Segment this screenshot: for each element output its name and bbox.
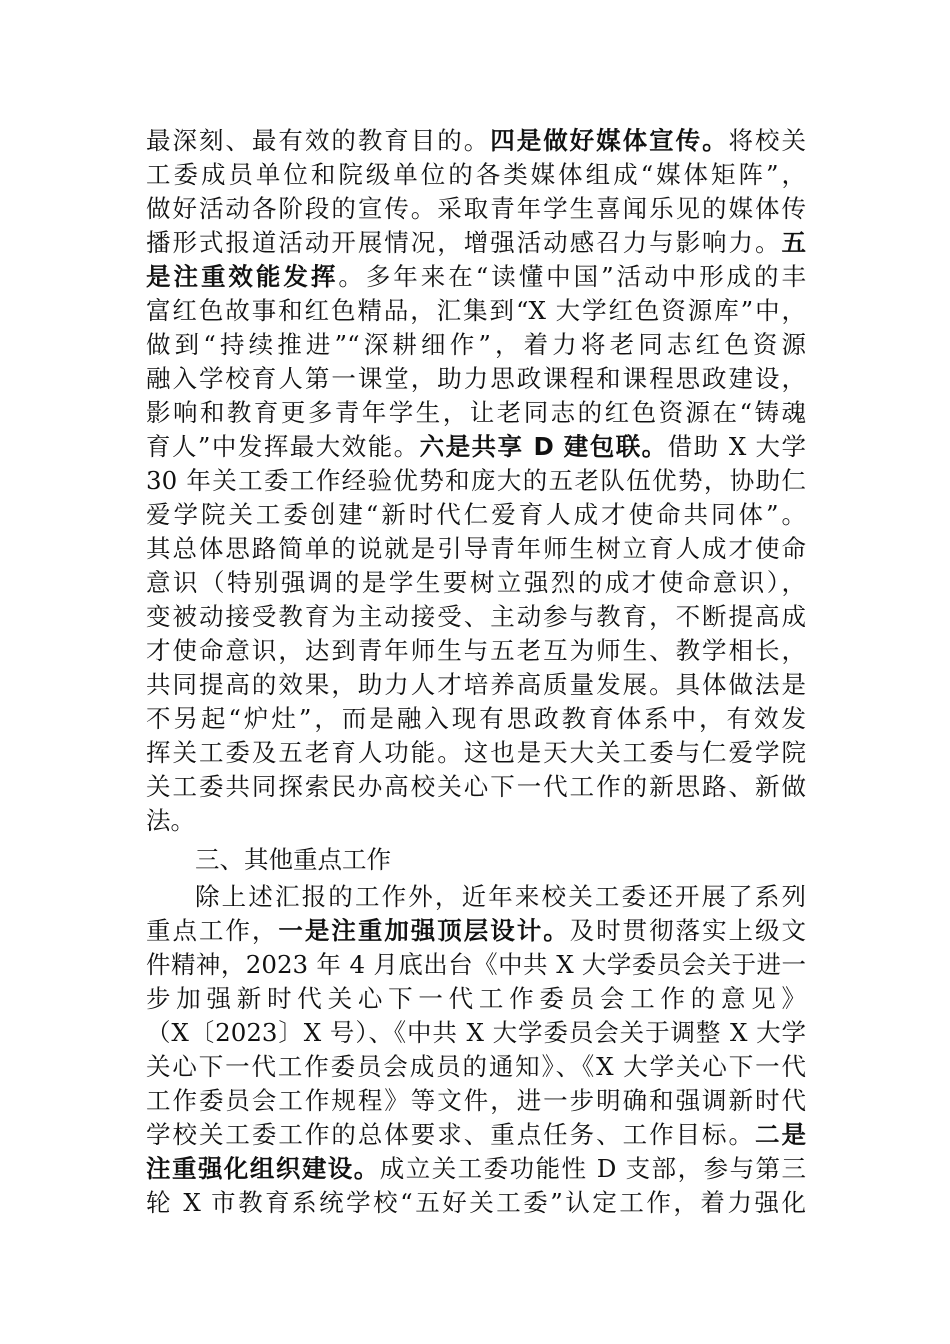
text-line: 意识（特别强调的是学生要树立强烈的成才使命意识）， <box>146 568 806 597</box>
text-line: 其总体思路简单的说就是引导青年师生树立育人成才使命 <box>146 534 806 563</box>
text-line: （X〔2023〕X 号）、《中共 X 大学委员会关于调整 X 大学 <box>146 1018 806 1047</box>
section-heading: 三、其他重点工作 <box>195 845 391 874</box>
bold-run: 一是注重加强顶层设计。 <box>278 916 570 945</box>
text-line: 爱学院关工委创建“新时代仁爱育人成才使命共同体”。 <box>146 500 806 529</box>
text-line: 做到“持续推进”“深耕细作”，着力将老同志红色资源 <box>146 330 806 359</box>
text-line: 30 年关工委工作经验优势和庞大的五老队伍优势，协助仁 <box>146 466 806 495</box>
text-run: 。多年来在“读懂中国”活动中形成的丰 <box>338 262 806 291</box>
text-line: 轮 X 市教育系统学校“五好关工委”认定工作，着力强化 <box>146 1188 806 1217</box>
text-line: 不另起“炉灶”，而是融入现有思政教育体系中，有效发 <box>146 704 806 733</box>
text-line: 工作委员会工作规程》等文件，进一步明确和强调新时代 <box>146 1086 806 1115</box>
bold-run: 注重强化组织建设。 <box>146 1154 380 1183</box>
text-run: 重点工作， <box>146 916 279 945</box>
text-line: 才使命意识，达到青年师生与五老互为师生、教学相长， <box>146 636 806 665</box>
text-run: 成立关工委功能性 D 支部，参与第三 <box>379 1154 807 1183</box>
text-run: 最深刻、最有效的教育目的。 <box>146 126 491 155</box>
bold-run: 四是做好媒体宣传。 <box>490 126 729 155</box>
bold-run: 是注重效能发挥 <box>146 262 339 291</box>
text-line: 关工委共同探索民办高校关心下一代工作的新思路、新做 <box>146 772 806 801</box>
text-line: 步加强新时代关心下一代工作委员会工作的意见》 <box>146 984 806 1013</box>
text-line: 变被动接受教育为主动接受、主动参与教育，不断提高成 <box>146 602 806 631</box>
text-line: 挥关工委及五老育人功能。这也是天大关工委与仁爱学院 <box>146 738 806 767</box>
text-run: 借助 X 大学 <box>667 432 806 461</box>
text-run: 播形式报道活动开展情况，增强活动感召力与影响力。 <box>146 228 782 257</box>
bold-run: 六是共享 D 建包联。 <box>419 432 668 461</box>
text-line: 除上述汇报的工作外，近年来校关工委还开展了系列 <box>195 882 806 911</box>
text-line: 共同提高的效果，助力人才培养高质量发展。具体做法是 <box>146 670 806 699</box>
text-line: 工委成员单位和院级单位的各类媒体组成“媒体矩阵”， <box>146 160 806 189</box>
text-run: 学校关工委工作的总体要求、重点任务、工作目标。 <box>146 1120 756 1149</box>
text-line: 件精神，2023 年 4 月底出台《中共 X 大学委员会关于进一 <box>146 950 806 979</box>
text-line: 关心下一代工作委员会成员的通知》、《X 大学关心下一代 <box>146 1052 806 1081</box>
text-run: 及时贯彻落实上级文 <box>569 916 807 945</box>
text-run: 将校关 <box>728 126 807 155</box>
text-line: 影响和教育更多青年学生，让老同志的红色资源在“铸魂 <box>146 398 806 427</box>
text-line: 富红色故事和红色精品，汇集到“X 大学红色资源库”中， <box>146 296 806 325</box>
text-line: 法。 <box>146 806 195 835</box>
text-line: 做好活动各阶段的宣传。采取青年学生喜闻乐见的媒体传 <box>146 194 806 223</box>
bold-run: 二是 <box>755 1120 807 1149</box>
bold-run: 五 <box>781 228 806 257</box>
text-run: 育人”中发挥最大效能。 <box>146 432 420 461</box>
text-line: 融入学校育人第一课堂，助力思政课程和课程思政建设， <box>146 364 806 393</box>
